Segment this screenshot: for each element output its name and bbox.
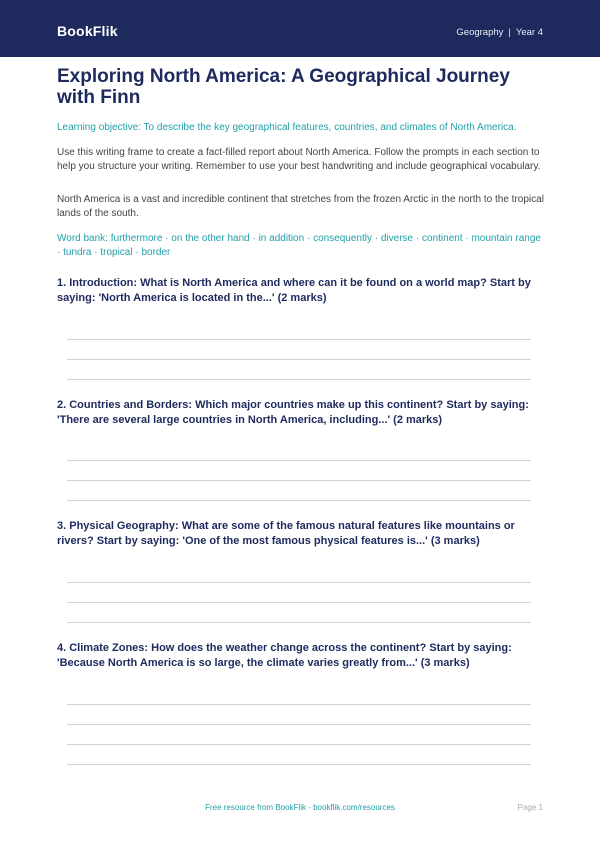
question-1: 1. Introduction: What is North America and where can it be found on a world map? Start by saying: 'North America is located in the...' (2 marks) — [57, 277, 531, 304]
answer-line[interactable] — [67, 764, 531, 765]
intro-paragraph: Use this writing frame to create a fact-filled report about North America. Follow the prompts in each section to help you structure your writing. Remember to use your best handwriting and include geographical vocabulary. — [57, 147, 541, 172]
answer-line[interactable] — [67, 744, 531, 745]
question-3: 3. Physical Geography: What are some of the famous natural features like mountains or rivers? Start by saying: 'One of the most famous physical features is...' (3 marks) — [57, 520, 515, 547]
header-bar — [0, 0, 600, 57]
brand-logo: BookFlik — [57, 23, 118, 39]
page-title: Exploring North America: A Geographical Journey with Finn — [57, 66, 510, 108]
answer-line[interactable] — [67, 480, 531, 481]
answer-line[interactable] — [67, 500, 531, 501]
subject-label: Geography — [456, 27, 504, 38]
answer-line[interactable] — [67, 602, 531, 603]
answer-line[interactable] — [67, 460, 531, 461]
context-paragraph: North America is a vast and incredible continent that stretches from the frozen Arctic in the north to the tropical lands of the south. — [57, 194, 544, 219]
learning-objective: Learning objective: To describe the key geographical features, countries, and climates of North America. — [57, 122, 517, 133]
word-bank: Word bank: furthermore · on the other hand · in addition · consequently · diverse · continent · mountain range · tundra · tropical · border — [57, 233, 541, 258]
answer-line[interactable] — [67, 339, 531, 340]
footer-link[interactable]: Free resource from BookFlik · bookflik.com/resources — [205, 803, 395, 812]
question-2: 2. Countries and Borders: Which major countries make up this continent? Start by saying: 'There are several large countries in North America, including...' (2 marks) — [57, 399, 529, 426]
answer-line[interactable] — [67, 582, 531, 583]
page-number: Page 1 — [517, 803, 543, 812]
answer-line[interactable] — [67, 622, 531, 623]
subject-year-label — [456, 27, 543, 38]
answer-line[interactable] — [67, 359, 531, 360]
answer-line[interactable] — [67, 379, 531, 380]
answer-line[interactable] — [67, 704, 531, 705]
year-label: Year 4 — [515, 27, 543, 38]
separator: | — [508, 27, 511, 38]
question-4: 4. Climate Zones: How does the weather change across the continent? Start by saying: 'Because North America is so large, the climate varies greatly from...' (3 marks) — [57, 642, 512, 669]
answer-line[interactable] — [67, 724, 531, 725]
